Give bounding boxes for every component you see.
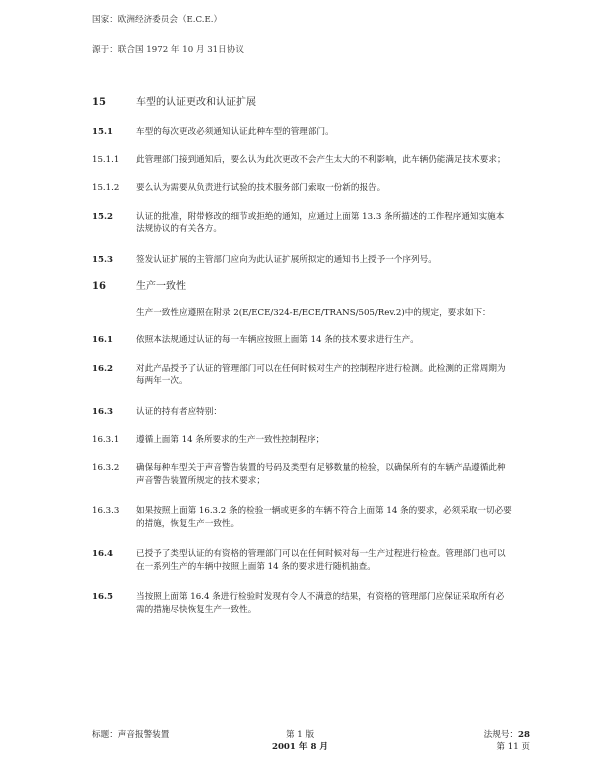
clause xyxy=(92,154,512,166)
clause xyxy=(92,126,512,138)
document-body xyxy=(92,96,512,616)
clause-text: 要么认为需要从负责进行试验的技术服务部门索取一份新的报告。 xyxy=(136,183,386,194)
clause-number: 15.2 xyxy=(92,211,113,222)
clause-number: 15.3 xyxy=(92,254,113,265)
clause-number: 16.2 xyxy=(92,363,113,374)
clause-number: 15.1.1 xyxy=(92,154,120,165)
header-source: 源于：联合国 1972 年 10 月 31日协议 xyxy=(92,45,244,55)
clause xyxy=(92,548,512,573)
footer-page: 第 11 页 xyxy=(496,742,530,753)
section-heading xyxy=(92,96,512,111)
clause-number: 16.3 xyxy=(92,406,113,417)
clause-text: 对此产品授予了认证的管理部门可以在任何时候对生产的控制程序进行检测。此检测的正常周期为每两年一次。 xyxy=(136,363,506,387)
section-heading xyxy=(92,280,512,295)
clause xyxy=(92,505,512,530)
clause xyxy=(92,182,512,194)
clause-number: 16.3.2 xyxy=(92,463,120,474)
footer-edition: 第 1 版 xyxy=(285,730,315,740)
clause xyxy=(92,334,512,346)
section-intro xyxy=(92,307,512,319)
clause xyxy=(92,254,512,266)
clause-text: 此管理部门接到通知后，要么认为此次更改不会产生太大的不利影响，此车辆仍能满足技术要求； xyxy=(136,154,506,165)
clause-number: 15.1 xyxy=(92,126,113,137)
clause xyxy=(92,211,512,236)
clause-text: 车型的认证更改和认证扩展 xyxy=(136,97,256,108)
footer-title: 标题：声音报警装置 xyxy=(92,730,170,740)
clause-text: 已授予了类型认证的有资格的管理部门可以在任何时候对每一生产过程进行检查。管理部门也可以在一系列生产的车辆中按照上面第 14 条的要求进行随机抽查。 xyxy=(136,549,506,572)
clause-text: 依照本法规通过认证的每一车辆应按照上面第 14 条的技术要求进行生产。 xyxy=(136,335,419,346)
clause-number: 16 xyxy=(92,281,106,293)
clause-number: 15.1.2 xyxy=(92,183,120,194)
clause-text: 当按照上面第 16.4 条进行检验时发现有令人不满意的结果，有资格的管理部门应保证采取所有必需的措施尽快恢复生产一致性。 xyxy=(136,592,505,615)
clause xyxy=(92,363,512,388)
clause-number: 15 xyxy=(92,97,106,108)
intro-text: 生产一致性应遵照在附录 2(E/ECE/324-E/ECE/TRANS/505/Rev.2)中的规定，要求如下： xyxy=(136,307,491,318)
footer-date: 2001 年 8 月 xyxy=(271,742,329,753)
header-country: 国家：欧洲经济委员会（E.C.E.） xyxy=(92,15,223,25)
footer-reg-block xyxy=(484,729,530,754)
footer-reg-number: 28 xyxy=(518,730,530,740)
clause-text: 如果按照上面第 16.3.2 条的检验一辆或更多的车辆不符合上面第 14 条的要求，必须采取一切必要的措施，恢复生产一致性。 xyxy=(136,506,512,529)
clause-text: 生产一致性 xyxy=(136,281,186,293)
footer-edition-block xyxy=(270,729,330,754)
clause-number: 16.4 xyxy=(92,549,113,560)
clause-text: 车型的每次更改必须通知认证此种车型的管理部门。 xyxy=(136,126,334,137)
clause xyxy=(92,406,512,418)
clause-text: 认证的批准，附带修改的细节或拒绝的通知，应通过上面第 13.3 条所描述的工作程序通知实施本法规协议的有关各方。 xyxy=(136,211,505,235)
footer-regulation xyxy=(484,729,530,741)
clause xyxy=(92,591,512,616)
clause-number: 16.1 xyxy=(92,335,113,346)
clause-number: 16.3.3 xyxy=(92,506,120,517)
clause-number: 16.5 xyxy=(92,592,113,603)
clause xyxy=(92,462,512,487)
clause-text: 确保每种车型关于声音警告装置的号码及类型有足够数量的检验，以确保所有的车辆产品遵循此种声音警告装置所规定的技术要求； xyxy=(136,463,506,486)
clause-text: 认证的持有者应特别： xyxy=(136,406,222,417)
clause xyxy=(92,434,512,446)
clause-text: 签发认证扩展的主管部门应向为此认证扩展所拟定的通知书上授予一个序列号。 xyxy=(136,254,437,265)
footer-reg-label: 法规号： xyxy=(483,730,519,740)
clause-text: 遵循上面第 14 条所要求的生产一致性控制程序； xyxy=(136,434,325,445)
clause-number: 16.3.1 xyxy=(92,434,120,445)
